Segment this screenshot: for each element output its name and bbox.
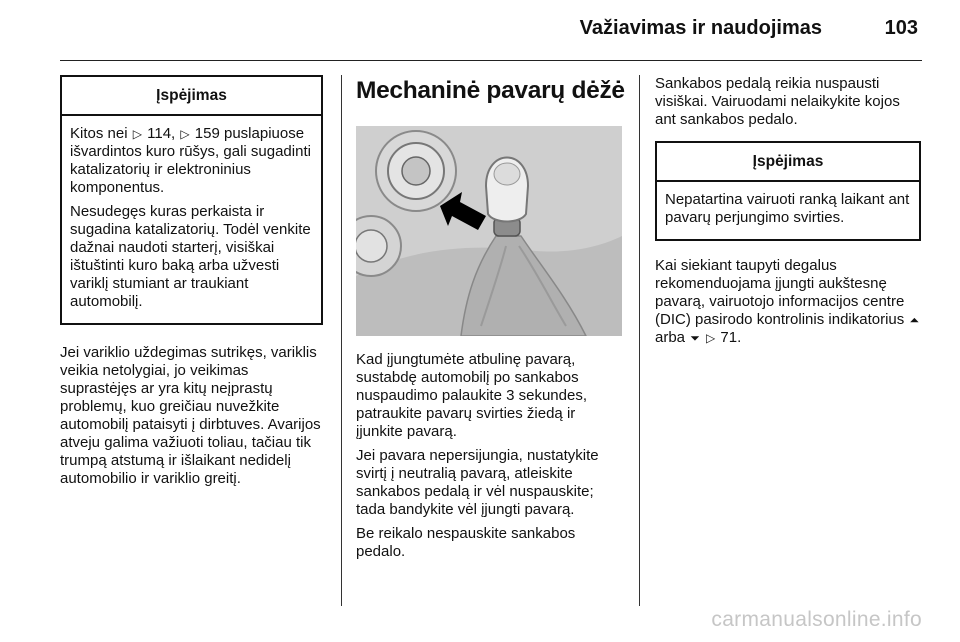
upshift-indicator-icon: ⏶ <box>909 313 920 327</box>
column-2 <box>356 75 625 567</box>
knob-lower-center-icon <box>356 230 387 262</box>
indicator-text: Kai siekiant taupyti degalus rekomenduojama įjungti aukštesnę pavarą, vairuotojo informacijos centre (DIC) pasirodo kontrolinis indikatorius <box>655 257 905 328</box>
warning-paragraph: Nepatartina vairuoti ranką laikant ant pavarų perjungimo svirties. <box>665 191 910 226</box>
warning-text: puslapiuose išvardintos kuro rūšys, gali sugadinti katalizatorių ir elektroninius komponentus. <box>70 125 311 196</box>
body-paragraph-clutch: Be reikalo nespauskite sankabos pedalo. <box>356 525 576 560</box>
body-paragraph-clutch-pedal: Sankabos pedalą reikia nuspausti visiškai. Vairuodami nelaikykite kojos ant sankabos pedalo. <box>655 75 900 128</box>
warning-box-hand <box>655 141 921 241</box>
page-ref-icon: ▷ <box>705 331 716 345</box>
warning-text: Kitos nei <box>70 125 128 142</box>
header-rule <box>60 60 922 61</box>
body-paragraph-shift-indicator <box>655 257 921 347</box>
warning-body <box>62 116 321 323</box>
body-paragraph-reverse: Kad įjungtumėte atbulinę pavarą, sustabdę automobilį po sankabos nuspaudimo palaukite 3 sekundes, patraukite pavarų svirties žiedą ir įjunkite pavarą. <box>356 351 587 440</box>
page-ref-71[interactable]: 71. <box>720 329 742 346</box>
body-paragraph-engine: Jei variklio uždegimas sutrikęs, variklis veikia netolygiai, jo veikimas suprastėjęs ar yra kitų neįprastų problemų, kuo greičiau nuvežkite automobilį pataisyti į dirbtuves. Avarijos atveju galima važiuoti toliau, tačiau tik trumpą atstumą ir išlaikant nedidelį automobilio ir variklio greitį. <box>60 344 321 487</box>
knob-center-icon <box>402 157 430 185</box>
warning-body <box>657 182 919 239</box>
page-ref-icon: ▷ <box>132 127 142 141</box>
page-header-title: Važiavimas ir naudojimas <box>579 17 822 39</box>
warning-paragraph-1 <box>70 125 313 197</box>
column-1 <box>60 75 323 494</box>
column-divider-right <box>639 75 640 606</box>
body-paragraph-neutral: Jei pavara nepersijungia, nustatykite svirtį į neutralią pavarą, atleiskite sankabos pedalą ir vėl nuspauskite; tada bandykite vėl įjungti pavarą. <box>356 447 599 518</box>
downshift-indicator-icon: ⏷ <box>690 331 700 345</box>
page-number: 103 <box>884 17 918 39</box>
column-divider-left <box>341 75 342 606</box>
or-text: arba <box>655 329 686 346</box>
column-3 <box>655 75 921 353</box>
page-ref-159[interactable]: 159 <box>194 125 220 142</box>
page-ref-114[interactable]: 114, <box>147 125 176 142</box>
page-ref-icon: ▷ <box>180 127 190 141</box>
warning-title: Įspėjimas <box>657 143 919 182</box>
warning-box-fuel <box>60 75 323 325</box>
warning-title: Įspėjimas <box>62 77 321 116</box>
watermark: carmanualsonline.info <box>711 608 922 631</box>
section-heading: Mechaninė pavarų dėžė <box>356 77 625 104</box>
warning-paragraph-2: Nesudegęs kuras perkaista ir sugadina katalizatorių. Todėl venkite dažnai naudoti starterį, visiškai ištuštinti kuro baką arba užvesti variklį stumiant ar traukiant automobilį. <box>70 203 311 310</box>
gear-shift-illustration <box>356 126 622 336</box>
